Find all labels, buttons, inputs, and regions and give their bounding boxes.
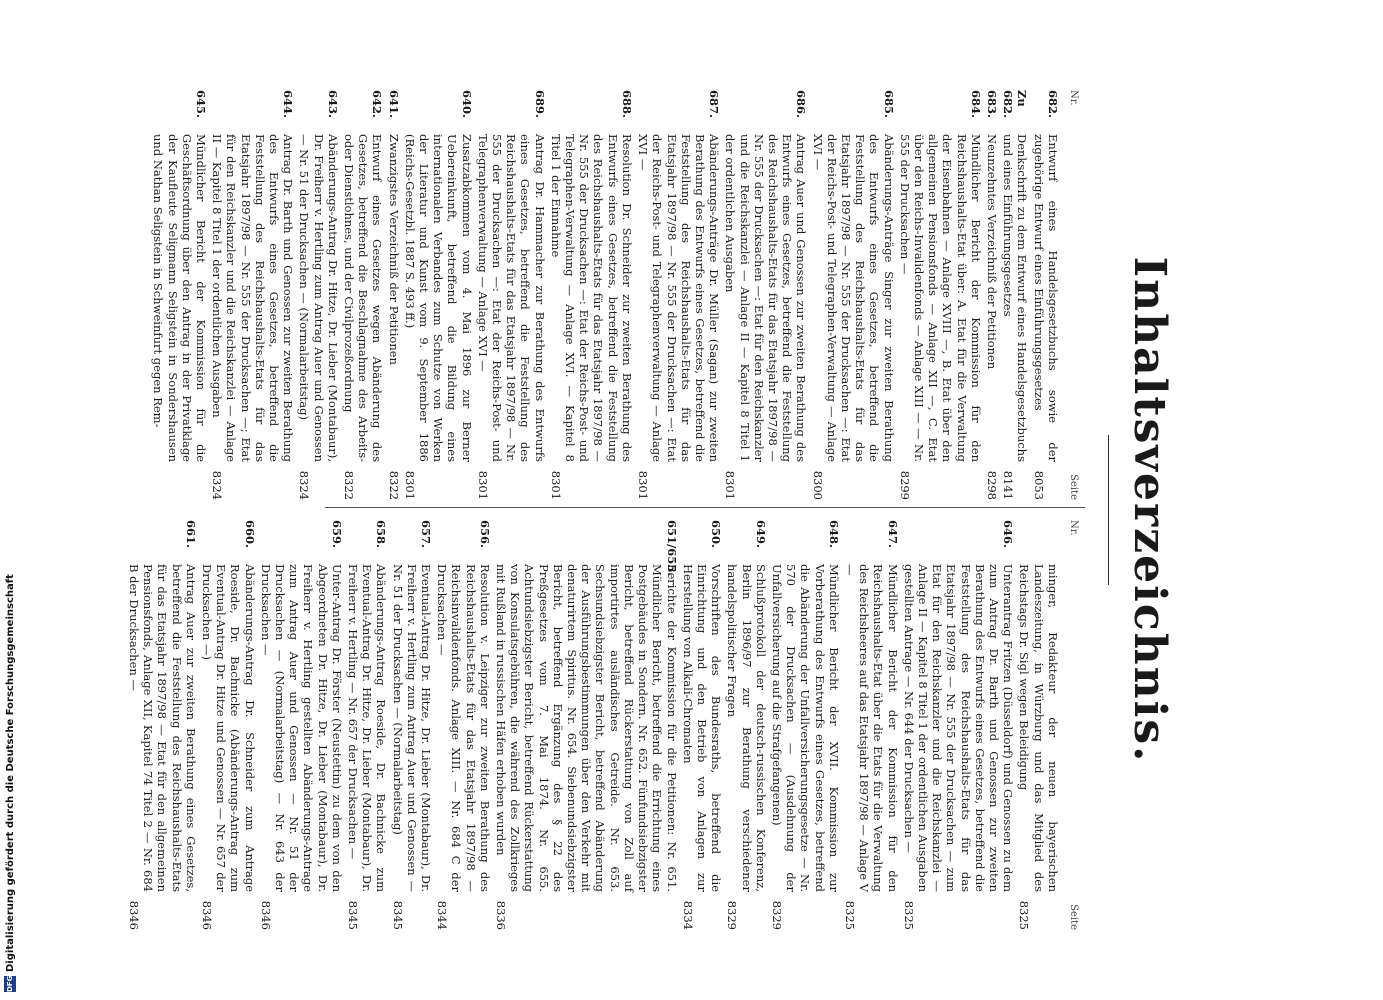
toc-entry xyxy=(297,90,340,500)
entry-text: Zwanzigstes Verzeichniß der Petitionen xyxy=(386,134,401,365)
entry-page: 8329 xyxy=(769,900,784,930)
left-column xyxy=(149,90,1080,500)
entry-text: Unter-Antrag Dr. Förster (Neustettin) zu dem von den Abgeordneten Dr. Hitze, Dr. Lieber (Montabaur), Dr. Freiherr v. Hertling gestellten Abänderungs-Antrage zum Antrag Auer und Genossen — Nr. 51 der Drucksachen — (Normalarbeitstag) — Nr. 643 der Drucksachen — xyxy=(258,564,344,892)
toc-entry xyxy=(843,520,900,930)
entry-text: Zusatzabkommen vom 4. Mai 1896 zur Berner Uebereinkunft, betreffend die Bildung eines internationalen Verbandes zum Schutze von Werken der Literatur und Kunst vom 9. September 1886 (Reichs-Gesetzbl. 1887 S. 493 ff.) xyxy=(402,134,474,462)
entry-text: Eventual-Antrag Dr. Hitze, Dr. Lieber (Montabaur), Dr. Freiherr v. Hertling zum Antrag Auer und Genossen — Nr. 51 der Drucksachen — (Normalarbeitstag) xyxy=(390,564,434,892)
entry-number: 659. xyxy=(329,520,344,549)
entry-number: 656. xyxy=(477,520,492,549)
entry-text: Abänderungs-Antrag Dr. Schneider zum Antrage Roeside, Dr. Bachnicke (Abänderungs-Antrag zum Eventual-Antrag Dr. Hitze und Genossen — Nr. 657 der Drucksachen —) xyxy=(200,564,257,892)
entry-text: Antrag Dr. Barth und Genossen zur zweiten Berathung des Entwurfs eines Gesetzes, betreffend die Feststellung des Reichshaushalts-Etats für das Etatsjahr 1897/98 — Nr. 555 der Drucksachen —; Etat für den Reichskanzler und die Reichskanzlei — Anlage II — Kapitel 8 Titel 1 der ordentlichen Ausgaben xyxy=(210,134,296,462)
entry-page: 8325 xyxy=(842,900,857,930)
entry-text: Mündlicher Bericht der XVII. Kommission zur Vorberathung des Entwurfs eines Gesetzes, betreffend die Abänderung der Unfallversicherungsgesetze — Nr. 570 der Drucksachen — (Ausdehnung der Unfallversicherung auf die Strafgefangenen) xyxy=(769,564,841,892)
left-entries xyxy=(151,90,1060,500)
entry-number: 645. xyxy=(194,90,209,119)
toc-entry xyxy=(725,520,768,930)
right-column-header xyxy=(1066,520,1080,930)
entry-text: Antrag Dr. Hammacher zur Berathung des Entwurfs eines Gesetzes, betreffend die Feststellung des Reichshaushalts-Etats für das Etatsjahr 1897/98 — Nr. 555 der Drucksachen —: Etat der Reichs-Post- und Telegraphenverwaltung — Anlage XVI — xyxy=(475,134,547,462)
toc-entry xyxy=(898,90,983,500)
entry-text: Entwurf eines Handelsgesetzbuchs sowie der zugehörige Entwurf eines Einführungsgesetzes xyxy=(1031,134,1060,462)
entry-text: Mündlicher Bericht der Kommission für die Geschäftsordnung über den Antrag in der Privatklage der Kaufleute Seligmann Seligstein in Sondershausen und Nathan Seligstein in Schweinfurt gegen Rem- xyxy=(151,134,209,462)
entry-number: 641. xyxy=(386,90,401,119)
entry-number: 682. xyxy=(1045,90,1060,119)
toc-entry xyxy=(390,520,433,930)
entry-number: 650. xyxy=(709,520,724,549)
entry-page: 8298 xyxy=(984,470,999,500)
entry-page: 8344 xyxy=(435,900,450,930)
entry-number: 648. xyxy=(826,520,841,549)
column-divider xyxy=(325,507,1085,508)
entry-number: 684. xyxy=(968,90,983,119)
entry-number: 642. xyxy=(370,90,385,119)
entry-number: 683. xyxy=(984,90,999,119)
toc-entry xyxy=(1001,90,1029,500)
toc-entry xyxy=(1031,90,1059,500)
entry-text: Resolution v. Leipziger zur zweiten Berathung des Reichshaushalts-Etats für das Etatsjahr 1897/98 — Reichsinvalidenfonds. Anlage XIII. — Nr. 684 C der Drucksachen — xyxy=(435,564,492,892)
entry-page: 8345 xyxy=(346,900,361,930)
rotated-page xyxy=(127,75,1175,945)
toc-entry xyxy=(476,90,547,500)
entry-page: 8301 xyxy=(636,470,651,500)
entry-page: 8301 xyxy=(723,470,738,500)
entry-page: 8345 xyxy=(390,900,405,930)
entry-page: 8324 xyxy=(210,470,225,500)
nr-header: Nr. xyxy=(1068,90,1079,106)
footer-text: Digitalisierung gefördert durch die Deutsche Forschungsgemeinschaft xyxy=(4,574,16,972)
entry-page: 8334 xyxy=(680,900,695,930)
toc-entry xyxy=(636,90,721,500)
toc-entry xyxy=(435,520,492,930)
toc-entry xyxy=(985,90,999,500)
toc-entry xyxy=(810,90,895,500)
toc-entry xyxy=(127,520,198,930)
entry-number: 647. xyxy=(885,520,900,549)
entry-page: 8324 xyxy=(297,470,312,500)
entry-text: minger, Redakteur der neuen bayerischen Landeszeitung, in Würzburg und das Mitglied des Reichstags Dr. Sigl wegen Beleidigung xyxy=(1017,564,1060,892)
entry-number: 646. xyxy=(1001,520,1016,549)
entry-page: 8346 xyxy=(200,900,215,930)
title-rule xyxy=(1108,435,1109,585)
entry-number: 644. xyxy=(281,90,296,119)
toc-entry xyxy=(386,90,400,500)
toc-entry xyxy=(200,520,257,930)
footer xyxy=(2,574,18,992)
entry-text: Antrag Auer zur zweiten Berathung eines Gesetzes, betreffend die Feststellung des Reichshaushalts-Etats für das Etatsjahr 1897/98 — Etat für den allgemeinen Pensionsfonds, Anlage XII, Kapitel 74 Titel 2 — Nr. 684 B der Drucksachen — xyxy=(127,564,198,892)
toc-entry xyxy=(902,520,1016,930)
entry-page: 8301 xyxy=(475,470,490,500)
entry-text: Resolution Dr. Schneider zur zweiten Berathung des Entwurfs eines Gesetzes, betreffend die Feststellung des Reichshaushalts-Etats für das Etatsjahr 1897/98 — Nr. 555 der Drucksachen —: Etat der Reichs-Post- und Telegraphen-Verwaltung — Anlage XVI. — Kapitel 8 Titel 1 der Einnahme xyxy=(548,134,634,462)
toc-entry xyxy=(346,520,389,930)
toc-entry xyxy=(342,90,385,500)
entry-text: Abänderungs-Anträge Dr. Müller (Sagan) zur zweiten Berathung des Entwurfs eines Gesetzes, betreffend die Feststellung des Reichshaushalts-Etats für das Etatsjahr 1897/98 — Nr. 555 der Drucksachen —: Etat der Reichs-Post- und Telegraphenverwaltung — Anlage XVI — xyxy=(636,134,722,462)
toc-entry xyxy=(403,90,474,500)
entry-number: 658. xyxy=(374,520,389,549)
left-column-header xyxy=(1066,90,1080,500)
dfg-logo: DFG xyxy=(6,975,14,992)
entry-page: 8336 xyxy=(494,900,509,930)
entry-text: Mündlicher Bericht der Kommission für den Reichshaushalts-Etat über die Etats für die Verwaltung des Reichsheeres auf das Etatsjahr 1897/98 — Anlage V — xyxy=(842,564,900,892)
entry-text: Antrag Auer und Genossen zur zweiten Berathung des Entwurfs eines Gesetzes, betreffend die Feststellung des Reichshaushalts-Etats für das Etatsjahr 1897/98 — Nr. 555 der Drucksachen —: Etat für den Reichskanzler und die Reichskanzlei — Anlage II — Kapitel 8 Titel 1 der ordentlichen Ausgaben xyxy=(723,134,809,462)
entry-text: Mündlicher Bericht der Kommission für den Reichshaushalts-Etat über: A. Etat für die Verwaltung der Eisenbahnen — Anlage XVIII —, B. Etat über den allgemeinen Pensionsfonds — Anlage XII —, C. Etat über den Reichs-Invalidenfonds — Anlage XIII — — Nr. 555 der Drucksachen — xyxy=(897,134,983,462)
entry-text: Abänderungs-Anträge Singer zur zweiten Berathung des Entwurfs eines Gesetzes, betreffend die Feststellung des Reichshaushalts-Etats für das Etatsjahr 1897/98 — Nr. 555 der Drucksachen —: Etat der Reichs-Post- und Telegraphen-Verwaltung — Anlage XVI — xyxy=(810,134,896,462)
entry-number: Zu 682. xyxy=(1001,90,1030,119)
toc-entry xyxy=(494,520,679,930)
toc-entry xyxy=(549,90,634,500)
entry-text: Unterantrag Fritzen (Düsseldorf) und Genossen zu dem zum Antrag Dr. Barth und Genossen zur zweiten Berathung des Entwurfs eines Gesetzes, betreffend die Feststellung des Reichshaushalts-Etats für das Etatsjahr 1897/98 — Nr. 555 der Drucksachen — zum Etat für den Reichskanzler und die Reichskanzlei — Anlage II — Kapitel 8 Titel 1 der ordentlichen Ausgaben gestellten Antrage — Nr. 644 der Drucksachen — xyxy=(901,564,1016,892)
entry-text: Entwurf eines Gesetzes wegen Abänderung des Gesetzes, betreffend die Beschlagnahme des Arbeits- oder Dienstlohnes, und der Civilprozeßordnung xyxy=(342,134,385,462)
entry-page: 8346 xyxy=(258,900,273,930)
entry-page: 8329 xyxy=(725,900,740,930)
entry-text: Vorschriften des Bundesraths, betreffend die Einrichtung und den Betrieb von Anlagen zur Herstellung von Alkali-Chromaten xyxy=(680,564,724,892)
entry-page: 8141 xyxy=(1001,470,1016,500)
entry-number: 640. xyxy=(459,90,474,119)
entry-page: 8053 xyxy=(1031,470,1046,500)
entry-number: 688. xyxy=(619,90,634,119)
entry-number: 651/655. xyxy=(664,520,679,577)
entry-number: 643. xyxy=(325,90,340,119)
entry-text: Neunzehntes Verzeichniß der Petitionen xyxy=(984,134,999,370)
entry-page: 8301 xyxy=(548,470,563,500)
entry-text: Denkschrift zu dem Entwurf eines Handelsgesetzbuchs und eines Einführungsgesetzes xyxy=(1001,134,1030,462)
toc-entry xyxy=(151,90,208,500)
entry-text: Schlußprotokoll der deutsch-russischen Konferenz, Berlin 1896/97 zur Berathung verschiedener handelspolitischer Fragen xyxy=(725,564,768,892)
toc-entry xyxy=(770,520,841,930)
entry-number: 689. xyxy=(532,90,547,119)
nr-header: Nr. xyxy=(1068,520,1079,536)
entry-page: 8299 xyxy=(897,470,912,500)
entry-page: 8322 xyxy=(342,470,357,500)
page-title: Inhaltsverzeichnis. xyxy=(1124,256,1175,764)
entry-number: 661. xyxy=(183,520,198,549)
entry-page: 8301 xyxy=(402,470,417,500)
entry-number: 686. xyxy=(794,90,809,119)
entry-page: 8325 xyxy=(901,900,916,930)
entry-text: Berichte der Kommission für die Petitionen: Nr. 651. Mündlicher Bericht, betreffend die Errichtung eines Postgebäudes in Sondern. Nr. 652. Fünfundsiebzigster Bericht, betreffend Rückerstattung von Zoll auf importirtes ausländisches Getreide. Nr. 653. Sechsundsiebzigster Bericht, betreffend Abänderung der Ausführungsbestimmungen über den Verkehr mit denaturirtem Spiritus. Nr. 654. Siebenundsiebzigster Bericht, betreffend Ergänzung des § 22 des Preßgesetzes vom 7. Mai 1874. Nr. 655. Achtundsiebzigster Bericht, betreffend Rückerstattung von Konsulatsgebühren, die während des Zollkrieges mit Rußland in russischen Häfen erhoben wurden xyxy=(494,564,679,892)
entry-number: 687. xyxy=(707,90,722,119)
entry-text: Abänderungs-Antrag Roeside, Dr. Bachnicke zum Eventual-Antrag Dr. Hitze, Dr. Lieber (Montabaur), Dr. Freiherr v. Hertling — Nr. 657 der Drucksachen — xyxy=(346,564,389,892)
toc-entry xyxy=(1017,520,1060,930)
seite-header: Seite xyxy=(1068,474,1079,500)
seite-header: Seite xyxy=(1068,904,1079,930)
toc-entry xyxy=(259,520,344,930)
entry-page: 8300 xyxy=(810,470,825,500)
entry-text: Abänderungs-Antrag Dr. Hitze, Dr. Lieber (Montabaur), Dr. Freiherr v. Hertling zum Antrag Auer und Genossen — Nr. 51 der Drucksachen — (Normalarbeitstag) xyxy=(297,134,340,462)
entry-number: 657. xyxy=(419,520,434,549)
right-entries xyxy=(127,520,1060,930)
toc-entry xyxy=(681,520,724,930)
entry-page: 8346 xyxy=(127,900,141,930)
entry-page: 8322 xyxy=(386,470,401,500)
right-column xyxy=(125,520,1080,930)
entry-number: 685. xyxy=(881,90,896,119)
entry-number: 660. xyxy=(242,520,257,549)
entry-page: 8325 xyxy=(1017,900,1032,930)
toc-entry xyxy=(723,90,808,500)
entry-number: 649. xyxy=(753,520,768,549)
toc-entry xyxy=(210,90,295,500)
